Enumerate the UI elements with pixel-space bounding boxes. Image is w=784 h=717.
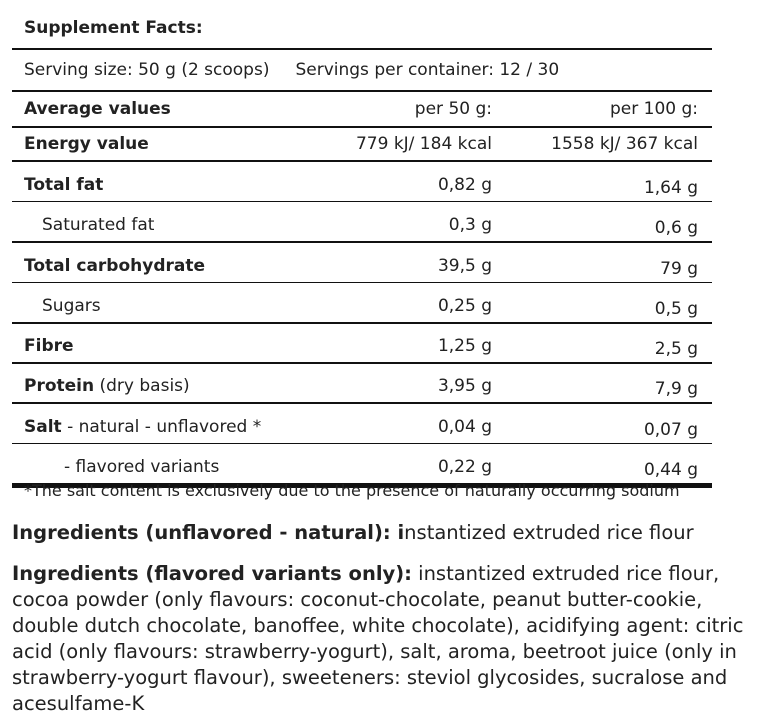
header-col-per-50g: per 50 g: — [414, 99, 492, 119]
row-label: Protein — [24, 376, 95, 396]
ingredients-unflavored — [12, 520, 774, 546]
salt-footnote: *The salt content is exclusively due to the presence of naturally occurring sodium — [24, 481, 680, 500]
table-row — [12, 404, 712, 444]
row-label: Saturated fat — [42, 215, 155, 235]
row-label: Salt — [24, 417, 62, 437]
row-per-100g: 0,44 g — [643, 460, 698, 480]
table-row — [12, 444, 712, 483]
row-label: Fibre — [24, 336, 74, 356]
row-label: - flavored variants — [64, 457, 220, 477]
row-per-100g: 0,07 g — [643, 420, 698, 440]
facts-title: Supplement Facts: — [12, 8, 712, 50]
table-row — [12, 283, 712, 324]
table-row — [12, 364, 712, 404]
row-per-100g: 0,5 g — [654, 299, 698, 319]
row-label: Total carbohydrate — [24, 256, 206, 276]
serving-info — [12, 50, 712, 92]
ingredients-flavored — [12, 561, 774, 717]
row-per-50g: 0,82 g — [437, 175, 492, 195]
row-per-100g: 2,5 g — [654, 339, 698, 359]
table-row — [12, 324, 712, 364]
serving-size: Serving size: 50 g (2 scoops) — [24, 60, 270, 80]
supplement-facts-table — [12, 8, 712, 488]
row-per-50g: 0,22 g — [437, 457, 492, 477]
row-per-100g: 79 g — [660, 259, 698, 279]
row-label: Sugars — [42, 296, 101, 316]
row-per-100g: 7,9 g — [654, 379, 698, 399]
ingredients-flavored-text: instantized extruded rice flour, cocoa powder (only flavours: coconut-chocolate, peanut butter-cookie, double dutch chocolate, banoffee, white chocolate), acidifying agent: citric acid (only flavours: strawberry-yogurt), salt, aroma, beetroot juice (only in strawberry-yogurt flavour), sweeteners: steviol glycosides, sucralose and acesulfame-K — [12, 562, 744, 715]
ingredients-flavored-label: Ingredients (flavored variants only): — [12, 562, 412, 585]
ingredients-unflavored-label: Ingredients (unflavored - natural): i — [12, 521, 405, 544]
row-label: Total fat — [24, 175, 104, 195]
table-row — [12, 202, 712, 243]
row-per-50g: 0,04 g — [437, 417, 492, 437]
row-per-50g: 39,5 g — [437, 256, 492, 276]
header-label: Average values — [24, 99, 171, 119]
servings-per-container: Servings per container: 12 / 30 — [295, 60, 560, 80]
table-row — [12, 243, 712, 283]
row-per-50g: 3,95 g — [437, 376, 492, 396]
ingredients-unflavored-text: nstantized extruded rice flour — [404, 521, 694, 544]
energy-per-50g: 779 kJ/ 184 kcal — [355, 134, 492, 154]
row-per-100g: 0,6 g — [654, 218, 698, 238]
table-row — [12, 162, 712, 202]
header-row — [12, 92, 712, 128]
row-label-extra: (dry basis) — [94, 376, 190, 396]
header-col-per-100g: per 100 g: — [609, 99, 698, 119]
row-label-extra: - natural - unflavored * — [61, 417, 262, 437]
row-per-50g: 0,3 g — [448, 215, 492, 235]
row-per-50g: 1,25 g — [437, 336, 492, 356]
energy-label: Energy value — [24, 134, 149, 154]
energy-row — [12, 128, 712, 162]
row-per-100g: 1,64 g — [643, 178, 698, 198]
row-per-50g: 0,25 g — [437, 296, 492, 316]
energy-per-100g: 1558 kJ/ 367 kcal — [551, 134, 698, 154]
